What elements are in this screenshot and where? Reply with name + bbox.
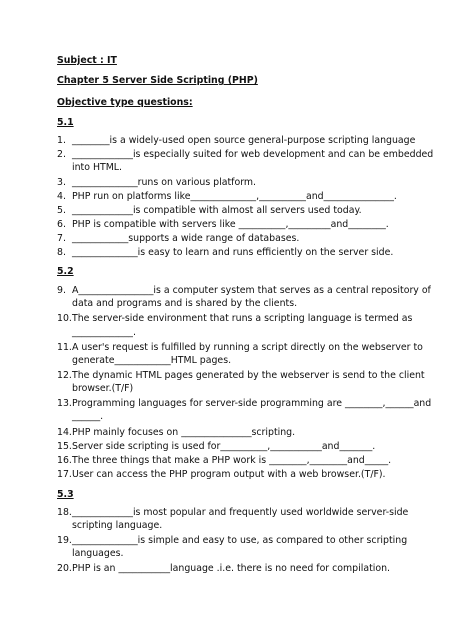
question-text: PHP mainly focuses on _______________scripting. xyxy=(72,427,296,438)
question-number: 2. xyxy=(57,149,66,160)
question-number: 12. xyxy=(57,370,72,381)
objective-heading: Objective type questions: xyxy=(57,97,193,108)
question-number: 13. xyxy=(57,398,72,409)
question-text: ______________runs on various platform. xyxy=(72,177,256,188)
question-text: Server side scripting is used for__________,___________and_______. xyxy=(72,441,376,452)
question-number: 6. xyxy=(57,219,66,230)
question-number: 5. xyxy=(57,205,66,216)
question-text: ________is a widely-used open source general-purpose scripting language xyxy=(72,135,416,146)
question-text: into HTML. xyxy=(72,162,123,173)
question-number: 9. xyxy=(57,285,66,296)
section-title: 5.3 xyxy=(57,489,74,500)
section-title: 5.1 xyxy=(57,117,74,128)
question-number: 20. xyxy=(57,563,72,574)
question-text: PHP is an ___________language .i.e. there is no need for compilation. xyxy=(72,563,391,574)
question-text: ______________is simple and easy to use, as compared to other scripting xyxy=(72,535,408,546)
question-text: The dynamic HTML pages generated by the webserver is send to the client xyxy=(72,370,425,381)
question-number: 15. xyxy=(57,441,72,452)
question-text: A user's request is fulfilled by running a script directly on the webserver to xyxy=(72,342,423,353)
question-text: ____________supports a wide range of databases. xyxy=(72,233,300,244)
question-number: 1. xyxy=(57,135,66,146)
question-text: _____________is most popular and frequently used worldwide server-side xyxy=(72,507,409,518)
question-number: 18. xyxy=(57,507,72,518)
question-number: 3. xyxy=(57,177,66,188)
question-text: Programming languages for server-side programming are ________,______and xyxy=(72,398,432,409)
question-text: generate____________HTML pages. xyxy=(72,355,232,366)
question-number: 10. xyxy=(57,313,72,324)
question-text: A________________is a computer system that serves as a central repository of xyxy=(72,285,431,296)
question-text: The three things that make a PHP work is ________,________and_____. xyxy=(72,455,392,466)
question-text: PHP run on platforms like______________,__________and_______________. xyxy=(72,191,397,202)
question-text: PHP is compatible with servers like __________,_________and________. xyxy=(72,219,389,230)
question-number: 11. xyxy=(57,342,72,353)
question-text: The server-side environment that runs a scripting language is termed as xyxy=(72,313,413,324)
question-text: _____________is especially suited for web development and can be embedded xyxy=(72,149,434,160)
question-number: 17. xyxy=(57,469,72,480)
question-text: User can access the PHP program output with a web browser.(T/F). xyxy=(72,469,386,480)
subject-heading: Subject : IT xyxy=(57,55,117,66)
chapter-heading: Chapter 5 Server Side Scripting (PHP) xyxy=(57,75,258,86)
question-text: scripting language. xyxy=(72,520,163,531)
question-text: browser.(T/F) xyxy=(72,383,134,394)
question-number: 7. xyxy=(57,233,66,244)
question-text: ______. xyxy=(72,411,104,422)
section-title: 5.2 xyxy=(57,266,74,277)
question-text: data and programs and is shared by the clients. xyxy=(72,298,298,309)
question-number: 8. xyxy=(57,247,66,258)
question-text: languages. xyxy=(72,548,124,559)
question-number: 16. xyxy=(57,455,72,466)
question-number: 19. xyxy=(57,535,72,546)
question-number: 4. xyxy=(57,191,66,202)
question-number: 14. xyxy=(57,427,72,438)
question-text: _____________. xyxy=(72,327,136,338)
question-text: ______________is easy to learn and runs efficiently on the server side. xyxy=(72,247,394,258)
question-text: _____________is compatible with almost all servers used today. xyxy=(72,205,362,216)
